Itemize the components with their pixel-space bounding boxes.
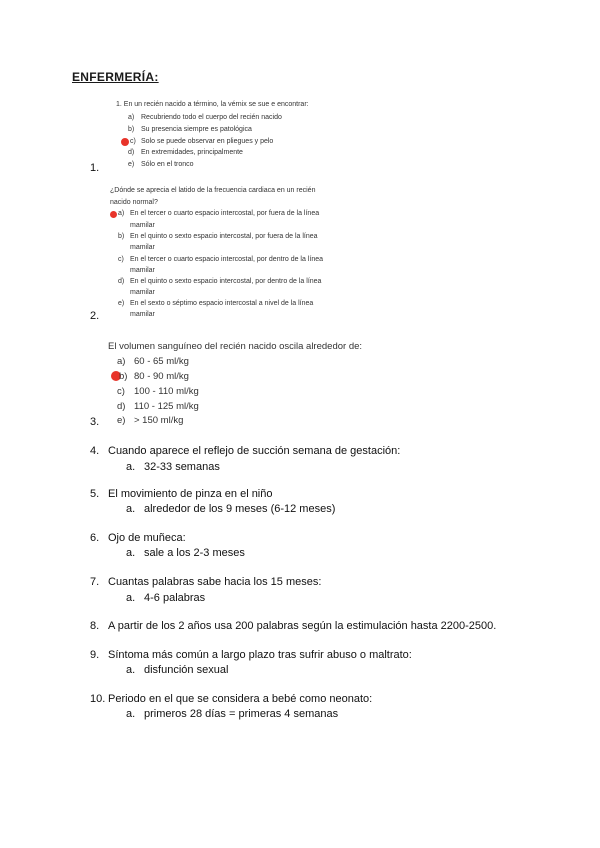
q3-option-text: > 150 ml/kg <box>134 415 184 426</box>
question-text: Cuando aparece el reflejo de succión semana de gestación: <box>108 445 401 457</box>
question-text: Síntoma más común a largo plazo tras sufrir abuso o maltrato: <box>108 649 412 661</box>
q2-option-letter: c) <box>118 256 124 263</box>
question-number: 7. <box>90 576 100 588</box>
question-number: 3. <box>90 416 100 428</box>
q3-option-text: 110 - 125 ml/kg <box>134 401 199 412</box>
answer-text: disfunción sexual <box>144 664 229 676</box>
q1-option-letter: c) <box>130 138 136 145</box>
q3-option-letter: a) <box>117 356 126 367</box>
question-number: 1. <box>90 162 100 174</box>
q3-option-text: 80 - 90 ml/kg <box>134 371 189 382</box>
q3-option-letter: b) <box>119 371 128 382</box>
q2-option-text: mamilar <box>130 222 155 229</box>
q2-option-text: En el tercer o cuarto espacio intercostal, por dentro de la línea <box>130 256 323 263</box>
q2-option-letter: a) <box>118 210 125 217</box>
answer-letter: a. <box>126 708 136 720</box>
question-number: 4. <box>90 445 100 457</box>
q2-question: ¿Dónde se aprecia el latido de la frecuencia cardiaca en un recién <box>110 187 316 194</box>
question-number: 2. <box>90 310 100 322</box>
answer-letter: a. <box>126 503 136 515</box>
answer-text: sale a los 2-3 meses <box>144 547 245 559</box>
q1-option-letter: d) <box>128 149 135 156</box>
q2-option-text: mamilar <box>130 244 155 251</box>
question-number: 6. <box>90 532 100 544</box>
question-text: Cuantas palabras sabe hacia los 15 meses: <box>108 576 322 588</box>
q3-option-letter: e) <box>117 415 126 426</box>
q2-option-text: En el tercer o cuarto espacio intercostal, por fuera de la línea <box>130 210 320 217</box>
q3-option-text: 100 - 110 ml/kg <box>134 386 199 397</box>
question-number: 10. <box>90 693 106 705</box>
q1-option-letter: b) <box>128 126 135 133</box>
q3-option-text: 60 - 65 ml/kg <box>134 356 189 367</box>
answer-letter: a. <box>126 461 136 473</box>
question-text: A partir de los 2 años usa 200 palabras según la estimulación hasta 2200-2500. <box>108 620 497 632</box>
q2-option-text: mamilar <box>130 311 155 318</box>
q1-option-text: En extremidades, principalmente <box>141 149 243 156</box>
answer-marker <box>110 211 117 218</box>
q1-option-letter: e) <box>128 161 135 168</box>
q1-question: 1. En un recién nacido a término, la vérnix se sue e encontrar: <box>116 101 309 108</box>
answer-text: 32-33 semanas <box>144 461 220 473</box>
q2-option-letter: e) <box>118 300 125 307</box>
answer-text: primeros 28 días = primeras 4 semanas <box>144 708 339 720</box>
q3-question: El volumen sanguíneo del recién nacido oscila alrededor de: <box>108 341 363 352</box>
q2-question: nacido normal? <box>110 199 158 206</box>
q2-option-text: mamilar <box>130 289 155 296</box>
question-text: El movimiento de pinza en el niño <box>108 488 273 500</box>
answer-text: 4-6 palabras <box>144 592 206 604</box>
answer-letter: a. <box>126 592 136 604</box>
question-number: 9. <box>90 649 100 661</box>
answer-letter: a. <box>126 664 136 676</box>
page-title: ENFERMERÍA: <box>72 70 159 84</box>
question-text: Periodo en el que se considera a bebé como neonato: <box>108 693 373 705</box>
q1-option-letter: a) <box>128 114 135 121</box>
q1-option-text: Recubriendo todo el cuerpo del recién nacido <box>141 114 282 121</box>
q2-option-text: mamilar <box>130 267 155 274</box>
q2-option-text: En el quinto o sexto espacio intercostal, por dentro de la línea <box>130 278 322 285</box>
q3-option-letter: d) <box>117 401 126 412</box>
q1-option-text: Solo se puede observar en pliegues y pelo <box>141 138 274 145</box>
q2-option-text: En el sexto o séptimo espacio intercostal a nivel de la línea <box>130 300 314 307</box>
answer-text: alrededor de los 9 meses (6-12 meses) <box>144 503 336 515</box>
question-number: 5. <box>90 488 100 500</box>
q3-option-letter: c) <box>117 386 125 397</box>
q2-option-letter: b) <box>118 233 125 240</box>
q2-option-text: En el quinto o sexto espacio intercostal, por fuera de la línea <box>130 233 318 240</box>
q2-option-letter: d) <box>118 278 125 285</box>
answer-letter: a. <box>126 547 136 559</box>
answer-marker <box>121 138 129 146</box>
question-number: 8. <box>90 620 100 632</box>
question-text: Ojo de muñeca: <box>108 532 186 544</box>
q1-option-text: Su presencia siempre es patológica <box>141 126 252 133</box>
q1-option-text: Sólo en el tronco <box>141 161 194 168</box>
